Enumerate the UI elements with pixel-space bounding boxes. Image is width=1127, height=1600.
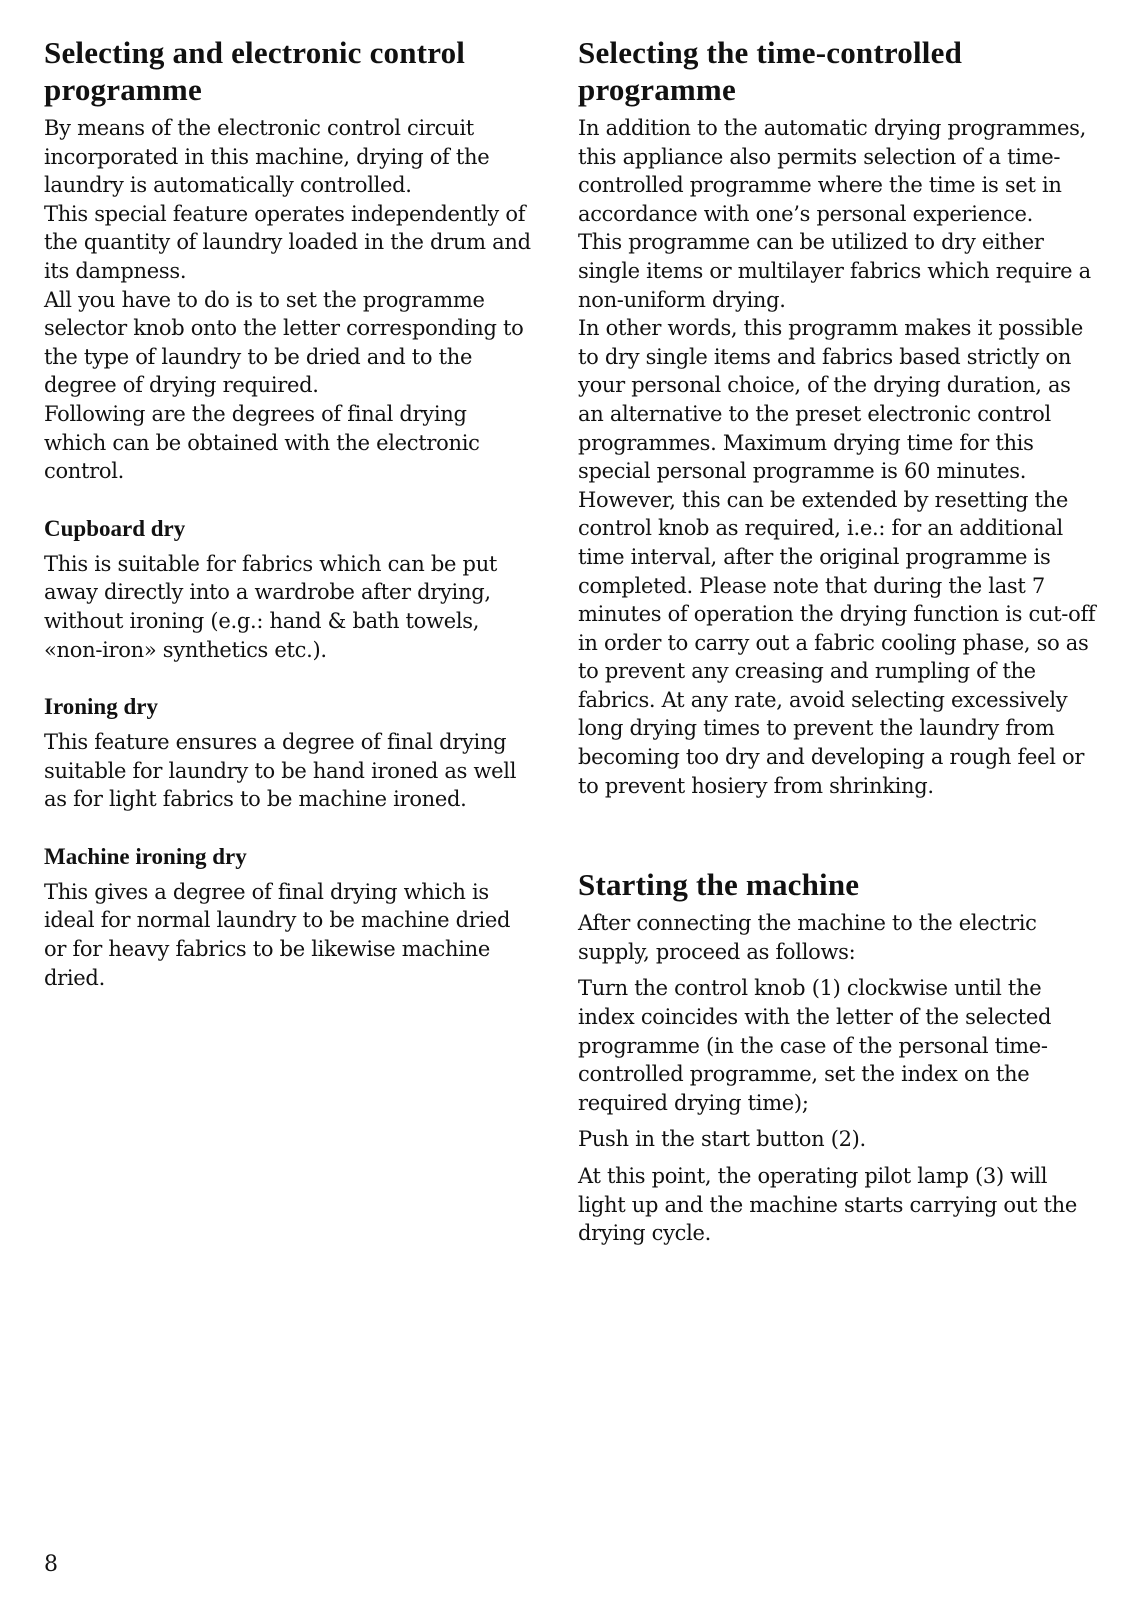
time-paragraph-1: In addition to the automatic drying programmes, this appliance also permits selection of a time-controlled programme where the time is set in accordance with one’s personal experience. bbox=[578, 116, 1087, 226]
cupboard-dry-text: This is suitable for fabrics which can be put away directly into a wardrobe after drying, without ironing (e.g.: hand & bath towels, «non-iron» synthetics etc.). bbox=[44, 551, 498, 662]
cupboard-dry-heading: Cupboard dry bbox=[44, 515, 186, 541]
electronic-control-title: Selecting and electronic control programme bbox=[44, 35, 466, 107]
intro-paragraph-3: All you have to do is to set the programme selector knob onto the letter corresponding to the type of laundry to be dried and to the degree of drying required. bbox=[44, 287, 524, 398]
ironing-dry-text: This feature ensures a degree of final drying suitable for laundry to be hand ironed as well as for light fabrics to be machine ironed. bbox=[44, 730, 517, 812]
machine-ironing-dry-text: This gives a degree of final drying which is ideal for normal laundry to be machine dried or for heavy fabrics to be likewise machine dried. bbox=[44, 879, 511, 990]
start-paragraph-1: After connecting the machine to the electric supply, proceed as follows: bbox=[578, 911, 1037, 964]
time-paragraph-2: This programme can be utilized to dry either single items or multilayer fabrics which require a non-uniform drying. bbox=[578, 230, 1091, 312]
start-paragraph-3: Push in the start button (2). bbox=[578, 1127, 866, 1152]
right-column bbox=[578, 34, 1098, 1248]
intro-paragraph-2: This special feature operates independently of the quantity of laundry loaded in the drum and its dampness. bbox=[44, 201, 531, 283]
left-column bbox=[44, 34, 534, 992]
starting-machine-title: Starting the machine bbox=[578, 867, 860, 903]
intro-paragraph-4: Following are the degrees of final drying which can be obtained with the electronic control. bbox=[44, 401, 480, 484]
start-paragraph-2: Turn the control knob (1) clockwise until the index coincides with the letter of the selected programme (in the case of the personal time-controlled programme, set the index on the required drying time); bbox=[578, 976, 1052, 1115]
machine-ironing-dry-heading: Machine ironing dry bbox=[44, 843, 247, 869]
ironing-dry-heading: Ironing dry bbox=[44, 694, 158, 720]
time-controlled-title: Selecting the time-controlled programme bbox=[578, 35, 963, 107]
page-number: 8 bbox=[44, 1552, 58, 1577]
time-paragraph-3: In other words, this programm makes it possible to dry single items and fabrics based strictly on your personal choice, of the drying duration, as an alternative to the preset electronic control programmes. Maximum drying time for this special personal programme is 60 minutes. However, this can be extended by resetting the control knob as required, i.e.: for an additional time interval, after the original programme is completed. Please note that during the last 7 minutes of operation the drying function is cut-off in order to carry out a fabric cooling phase, so as to prevent any creasing and rumpling of the fabrics. At any rate, avoid selecting excessively long drying times to prevent the laundry from becoming too dry and developing a rough feel or to prevent hosiery from shrinking. bbox=[578, 316, 1096, 798]
start-paragraph-4: At this point, the operating pilot lamp (3) will light up and the machine starts carrying out the drying cycle. bbox=[578, 1164, 1077, 1246]
intro-paragraph-1: By means of the electronic control circuit incorporated in this machine, drying of the laundry is automatically controlled. bbox=[44, 116, 490, 198]
